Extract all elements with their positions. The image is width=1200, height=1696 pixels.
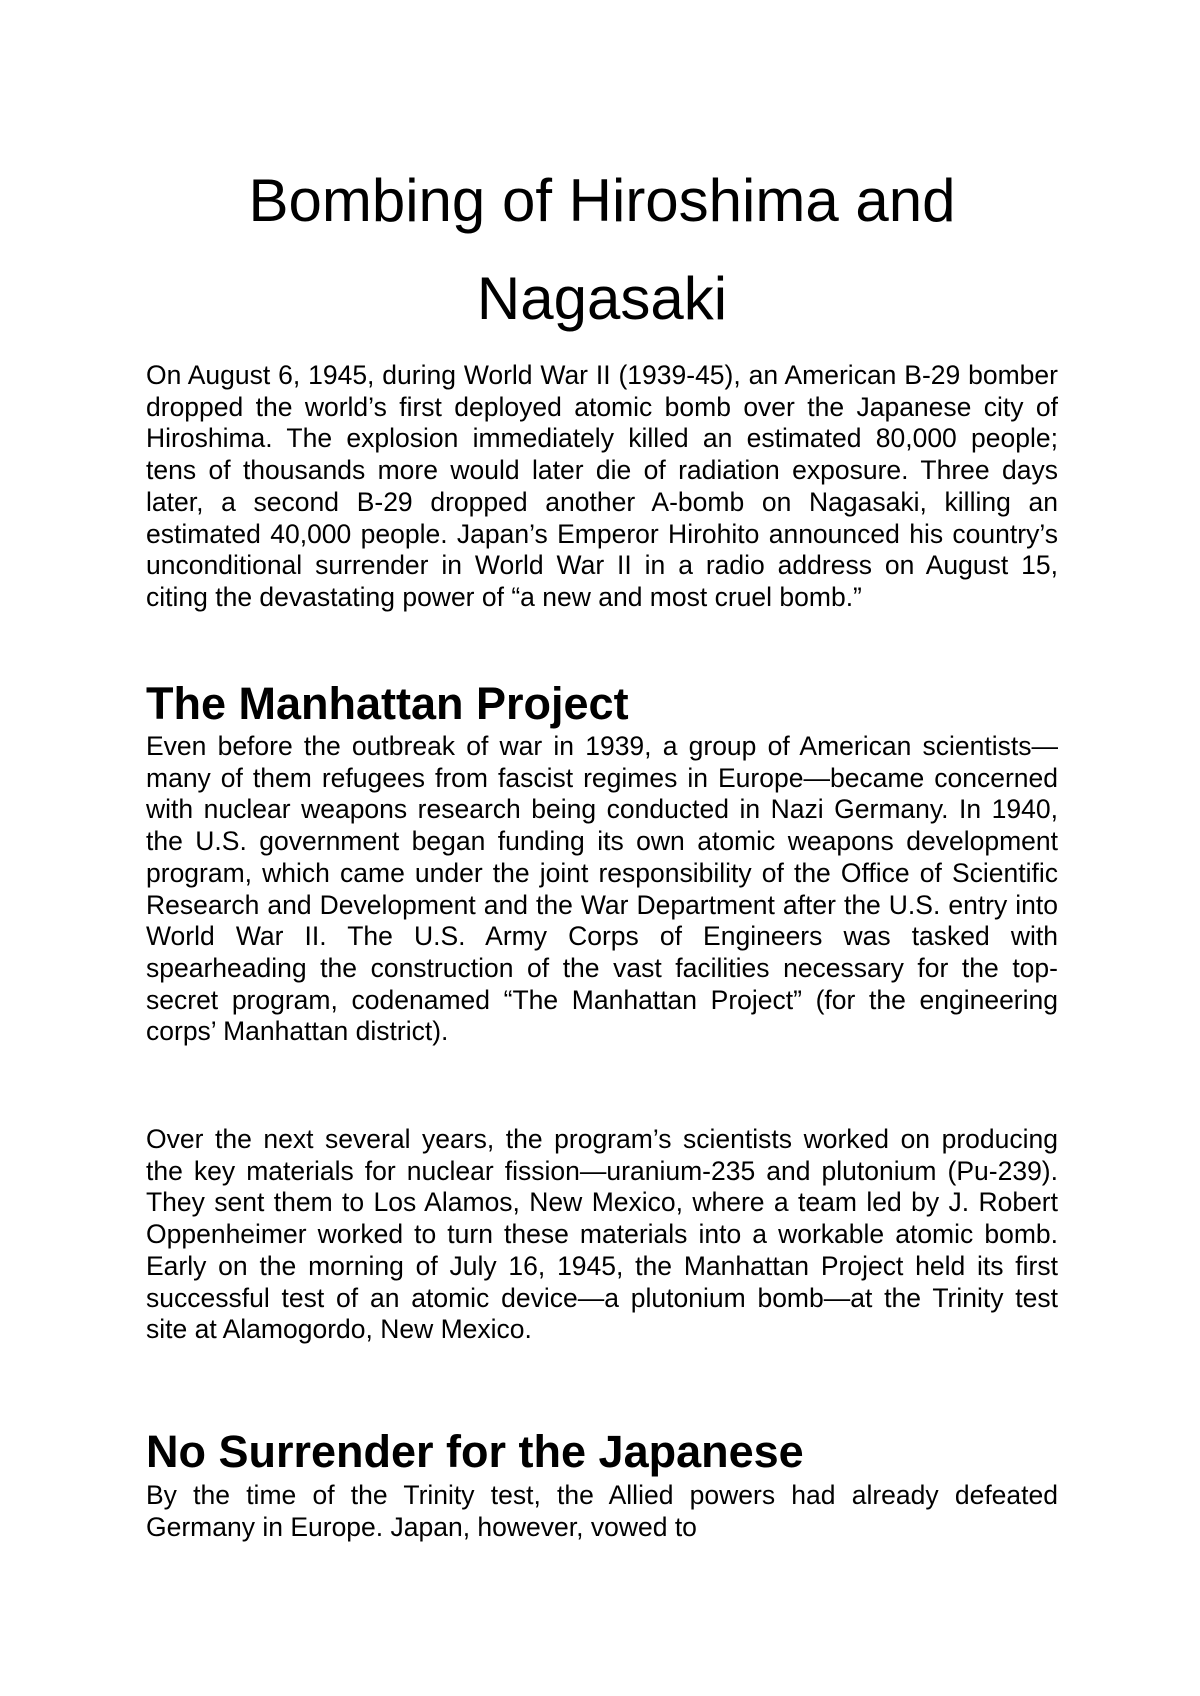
manhattan-paragraph-1: Even before the outbreak of war in 1939, a group of American scientists—many of them refugees from fascist regimes in Europe—became concerned with nuclear weapons research being conducted in Nazi Germany. In 1940, the U.S. government began funding its own atomic weapons development program, which came under the joint responsibility of the Office of Scientific Research and Development and the War Department after the U.S. entry into World War II. The U.S. Army Corps of Engineers was tasked with spearheading the construction of the vast facilities necessary for the top-secret program, codenamed “The Manhattan Project” (for the engineering corps’ Manhattan district). [146, 731, 1058, 1047]
section-heading-no-surrender: No Surrender for the Japanese [146, 1426, 804, 1477]
intro-paragraph: On August 6, 1945, during World War II (1939-45), an American B-29 bomber dropped the world’s first deployed atomic bomb over the Japanese city of Hiroshima. The explosion immediately killed an estimated 80,000 people; tens of thousands more would later die of radiation exposure. Three days later, a second B-29 dropped another A-bomb on Nagasaki, killing an estimated 40,000 people. Japan’s Emperor Hirohito announced his country’s unconditional surrender in World War II in a radio address on August 15, citing the devastating power of “a new and most cruel bomb.” [146, 360, 1058, 612]
document-title: Bombing of Hiroshima and Nagasaki [248, 167, 956, 332]
document-page [146, 0, 1058, 1696]
section-heading-manhattan-project: The Manhattan Project [146, 678, 629, 729]
surrender-paragraph-1: By the time of the Trinity test, the Allied powers had already defeated Germany in Europe. Japan, however, vowed to [146, 1480, 1058, 1542]
manhattan-paragraph-2: Over the next several years, the program’s scientists worked on producing the key materials for nuclear fission—uranium-235 and plutonium (Pu-239). They sent them to Los Alamos, New Mexico, where a team led by J. Robert Oppenheimer worked to turn these materials into a workable atomic bomb. Early on the morning of July 16, 1945, the Manhattan Project held its first successful test of an atomic device—a plutonium bomb—at the Trinity test site at Alamogordo, New Mexico. [146, 1124, 1058, 1345]
